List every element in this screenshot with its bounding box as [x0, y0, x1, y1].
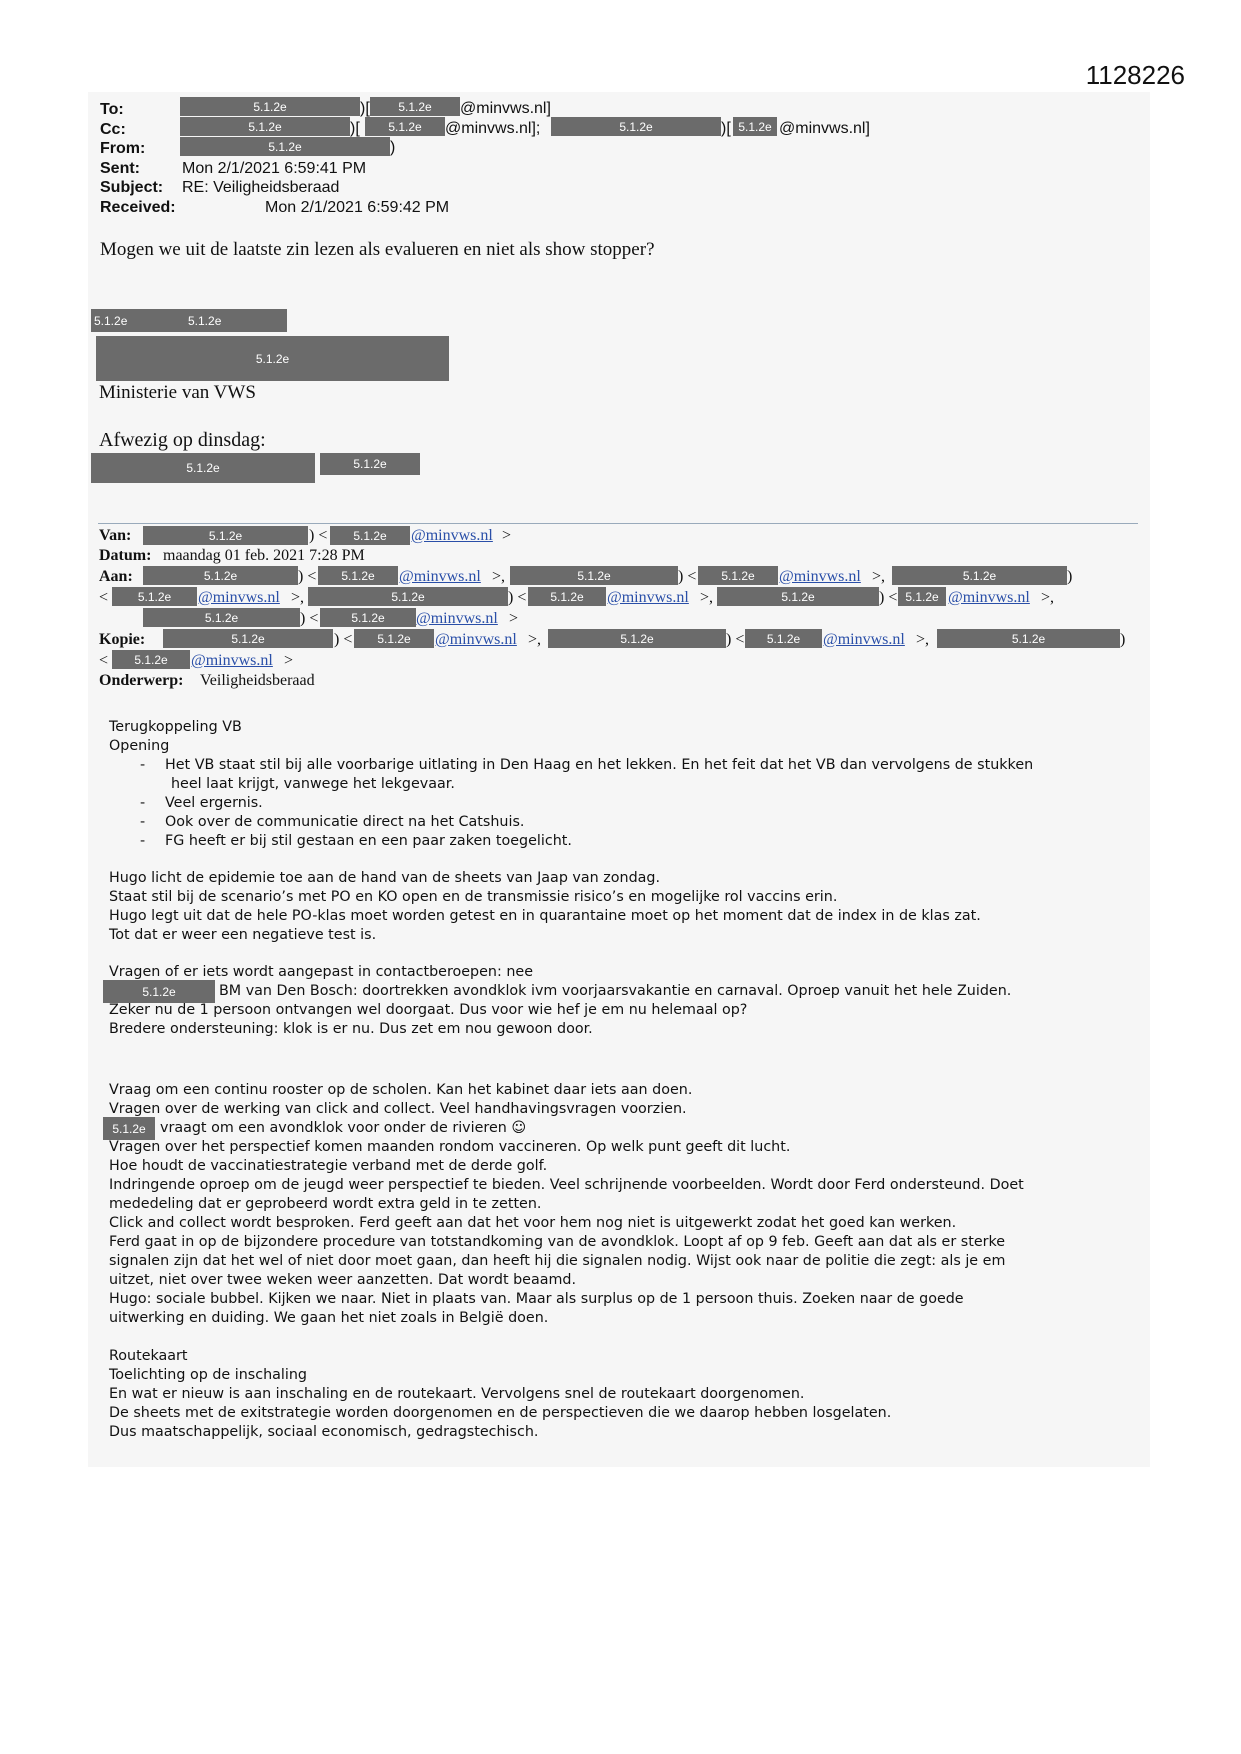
sent-value: Mon 2/1/2021 6:59:41 PM	[182, 160, 367, 177]
subject-label: Subject:	[100, 179, 164, 196]
redaction: 5.1.2e	[163, 629, 333, 648]
redaction: 5.1.2e	[103, 1117, 155, 1140]
bullet-marker: -	[140, 795, 146, 811]
separator: >,	[528, 631, 542, 648]
to-label: To:	[100, 101, 124, 118]
redaction: 5.1.2e	[548, 629, 726, 648]
body-line: En wat er nieuw is aan inschaling en de routekaart. Vervolgens snel de routekaart doorgenomen.	[109, 1386, 805, 1402]
signature-title-redaction: 5.1.2e	[96, 336, 449, 381]
body-line: Hugo: sociale bubbel. Kijken we naar. Niet in plaats van. Maar als surplus op de 1 persoon thuis. Zoeken naar de goede	[109, 1291, 964, 1307]
redaction: 5.1.2e	[354, 629, 434, 648]
reply-text: Mogen we uit de laatste zin lezen als evalueren en niet als show stopper?	[100, 239, 655, 260]
separator: )	[1067, 568, 1073, 585]
bullet-marker: -	[140, 757, 146, 773]
document-id: 1128226	[1085, 60, 1185, 90]
separator: >,	[492, 568, 506, 585]
bullet-marker: -	[140, 833, 146, 849]
redaction: 5.1.2e	[745, 629, 822, 648]
email-link[interactable]: @minvws.nl	[411, 527, 493, 544]
received-value: Mon 2/1/2021 6:59:42 PM	[265, 199, 450, 216]
datum-label: Datum:	[99, 547, 152, 564]
from-label: From:	[100, 140, 146, 157]
body-line: Vraag om een continu rooster op de scholen. Kan het kabinet daar iets aan doen.	[109, 1082, 693, 1098]
body-line: Toelichting op de inschaling	[109, 1367, 307, 1383]
body-title: Terugkoppeling VB	[109, 719, 242, 735]
body-line: uitzet, niet over twee weken weer aanzetten. Dat wordt beaamd.	[109, 1272, 577, 1288]
separator: ) <	[334, 631, 353, 648]
body-line: Indringende oproep om de jeugd weer perspectief te bieden. Veel schrijnende voorbeelden. Wordt door Ferd ondersteund. Doet	[109, 1177, 1024, 1193]
separator: >,	[916, 631, 930, 648]
section-heading: Routekaart	[109, 1348, 188, 1364]
redaction: 5.1.2e	[698, 566, 778, 585]
body-line: Hugo legt uit dat de hele PO-klas moet worden getest en in quarantaine moet op het moment dat de index in de klas zat.	[109, 908, 981, 924]
separator: )[	[721, 120, 731, 137]
opening-heading: Opening	[109, 738, 170, 754]
redaction: 5.1.2e	[892, 566, 1067, 585]
separator: ) <	[678, 568, 697, 585]
cc-domain: @minvws.nl];	[445, 120, 541, 137]
separator: ) <	[298, 568, 317, 585]
to-domain: @minvws.nl]	[460, 100, 551, 117]
redaction: 5.1.2e	[898, 587, 946, 606]
separator: )[	[350, 120, 360, 137]
body-line: Hugo licht de epidemie toe aan de hand van de sheets van Jaap van zondag.	[109, 870, 661, 886]
separator: )[	[360, 100, 370, 117]
email-link[interactable]: @minvws.nl	[779, 568, 861, 585]
received-label: Received:	[100, 199, 176, 216]
absent-notice: Afwezig op dinsdag:	[99, 429, 266, 451]
separator: >,	[872, 568, 886, 585]
email-link[interactable]: @minvws.nl	[399, 568, 481, 585]
separator: >	[509, 610, 519, 627]
email-link[interactable]: @minvws.nl	[607, 589, 689, 606]
body-line: Hoe houdt de vaccinatiestrategie verband met de derde golf.	[109, 1158, 548, 1174]
separator: ) <	[879, 589, 898, 606]
separator: )	[390, 139, 396, 156]
redaction: 5.1.2e	[180, 117, 350, 136]
redaction: 5.1.2e	[528, 587, 606, 606]
redaction: 5.1.2e	[733, 117, 777, 136]
email-link[interactable]: @minvws.nl	[435, 631, 517, 648]
redaction: 5.1.2e	[143, 566, 298, 585]
body-line: De sheets met de exitstrategie worden doorgenomen en de perspectieven die we daarop hebben losgelaten.	[109, 1405, 892, 1421]
body-line: Zeker nu de 1 persoon ontvangen wel doorgaat. Dus voor wie hef je em nu helemaal op?	[109, 1002, 748, 1018]
sent-label: Sent:	[100, 160, 140, 177]
email-link[interactable]: @minvws.nl	[823, 631, 905, 648]
kopie-label: Kopie:	[99, 631, 146, 648]
subject-value: RE: Veiligheidsberaad	[182, 179, 340, 196]
redaction: 5.1.2e	[551, 117, 721, 136]
body-line: BM van Den Bosch: doortrekken avondklok ivm voorjaarsvakantie en carnaval. Oproep vanuit het hele Zuiden.	[219, 983, 1012, 999]
separator: >	[284, 652, 294, 669]
body-line: mededeling dat er geprobeerd wordt extra geld in te zetten.	[109, 1196, 542, 1212]
redaction: 5.1.2e	[180, 97, 360, 116]
email-link[interactable]: @minvws.nl	[198, 589, 280, 606]
redaction: 5.1.2e	[112, 587, 197, 606]
datum-value: maandag 01 feb. 2021 7:28 PM	[163, 547, 365, 564]
ministry-name: Ministerie van VWS	[99, 382, 256, 403]
van-label: Van:	[99, 527, 132, 544]
redaction: 5.1.2e	[320, 608, 416, 627]
body-line: Click and collect wordt besproken. Ferd geeft aan dat het voor hem nog niet is uitgewerkt zodat het goed kan werken.	[109, 1215, 957, 1231]
bullet-marker: -	[140, 814, 146, 830]
cc-domain: @minvws.nl]	[779, 120, 870, 137]
redaction: 5.1.2e	[365, 117, 445, 136]
separator: <	[99, 652, 109, 669]
divider	[98, 523, 1138, 524]
bullet-item: FG heeft er bij stil gestaan en een paar zaken toegelicht.	[165, 833, 572, 849]
email-link[interactable]: @minvws.nl	[948, 589, 1030, 606]
separator: >	[502, 527, 512, 544]
redaction: 5.1.2e	[330, 526, 410, 545]
separator: ) <	[309, 527, 328, 544]
onderwerp-label: Onderwerp:	[99, 672, 184, 689]
redaction: 5.1.2e	[937, 629, 1120, 648]
body-line: Vragen over het perspectief komen maanden rondom vaccineren. Op welk punt geeft dit lucht.	[109, 1139, 791, 1155]
redaction: 5.1.2e	[112, 650, 190, 669]
redaction: 5.1.2e	[143, 526, 308, 545]
redaction: 5.1.2e	[143, 608, 300, 627]
separator: >,	[1041, 589, 1055, 606]
body-line: Dus maatschappelijk, sociaal economisch, gedragstechisch.	[109, 1424, 539, 1440]
email-link[interactable]: @minvws.nl	[191, 652, 273, 669]
redaction: 5.1.2e	[103, 980, 215, 1003]
redaction: 5.1.2e	[510, 566, 678, 585]
bullet-item: Ook over de communicatie direct na het Catshuis.	[165, 814, 525, 830]
separator: >,	[291, 589, 305, 606]
cc-label: Cc:	[100, 121, 126, 138]
body-line: Tot dat er weer een negatieve test is.	[109, 927, 377, 943]
bullet-item-continued: heel laat krijgt, vanwege het lekgevaar.	[171, 776, 455, 792]
redaction: 5.1.2e	[717, 587, 879, 606]
body-line: Vragen of er iets wordt aangepast in contactberoepen: nee	[109, 964, 533, 980]
redaction: 5.1.2e	[318, 566, 398, 585]
separator: ) <	[300, 610, 319, 627]
signature-name-redaction: 5.1.2e 5.1.2e	[91, 309, 287, 332]
separator: <	[99, 589, 109, 606]
bullet-item: Veel ergernis.	[165, 795, 263, 811]
redaction: 5.1.2e	[180, 137, 390, 156]
separator: ) <	[726, 631, 745, 648]
bullet-item: Het VB staat stil bij alle voorbarige uitlating in Den Haag en het lekken. En het feit dat het VB dan vervolgens de stukken	[165, 757, 1034, 773]
separator: >,	[700, 589, 714, 606]
separator: ) <	[508, 589, 527, 606]
separator: )	[1120, 631, 1126, 648]
body-line: signalen zijn dat het wel of niet door moet gaan, dan heeft hij die signalen nodig. Wijst ook naar de politie die zegt: als je em	[109, 1253, 1006, 1269]
redaction: 5.1.2e	[91, 453, 315, 483]
redaction: 5.1.2e	[308, 587, 508, 606]
aan-label: Aan:	[99, 568, 133, 585]
body-line: Ferd gaat in op de bijzondere procedure van totstandkoming van de avondklok. Loopt af op 9 feb. Geeft aan dat als er sterke	[109, 1234, 1006, 1250]
body-line: Vragen over de werking van click and collect. Veel handhavingsvragen voorzien.	[109, 1101, 687, 1117]
email-link[interactable]: @minvws.nl	[416, 610, 498, 627]
body-line: Bredere ondersteuning: klok is er nu. Dus zet em nou gewoon door.	[109, 1021, 593, 1037]
body-line: uitwerking en duiding. We gaan het niet zoals in België doen.	[109, 1310, 549, 1326]
body-line: Staat stil bij de scenario’s met PO en KO open en de transmissie risico’s en mogelijke rol vaccins erin.	[109, 889, 838, 905]
body-line: vraagt om een avondklok voor onder de rivieren ☺	[160, 1120, 527, 1136]
redaction: 5.1.2e	[370, 97, 460, 116]
onderwerp-value: Veiligheidsberaad	[200, 672, 315, 689]
redaction: 5.1.2e	[320, 453, 420, 475]
